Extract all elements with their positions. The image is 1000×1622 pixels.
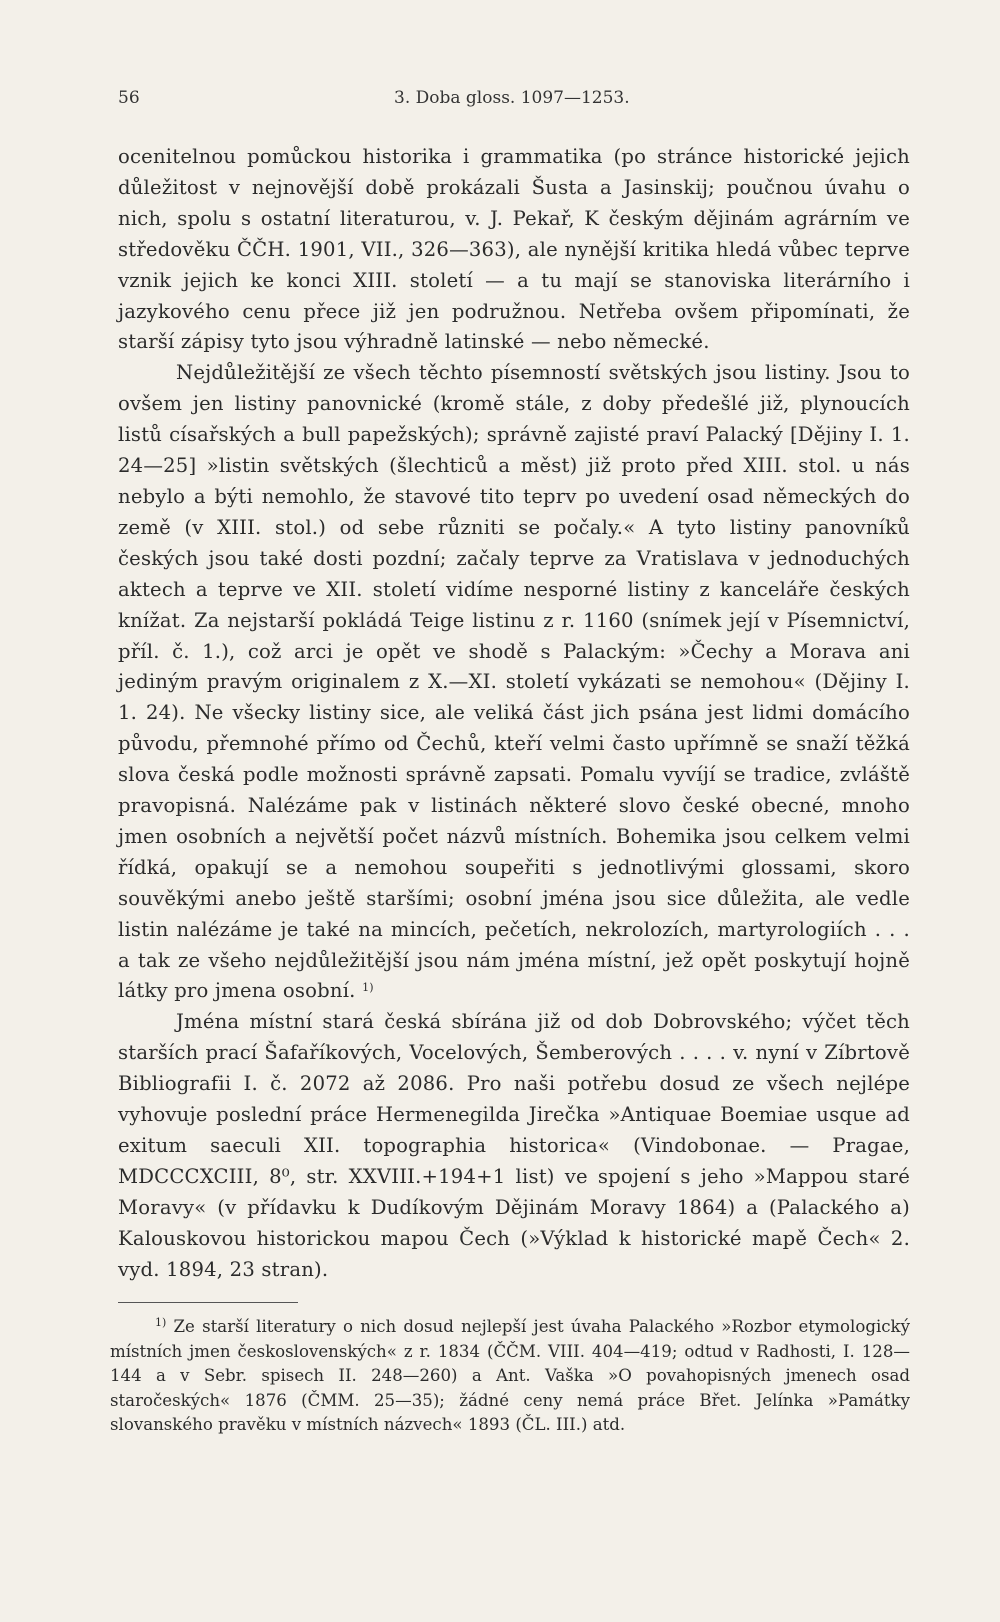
paragraph-3: Jména místní stará česká sbírána již od dob Dobrovského; výčet těch starších prací Šafaříkových, Vocelových, Šemberových . . . . v. nyní v Zíbrtově Bibliografii I. č. 2072 až 2086. Pro naši potřebu dosud ze všech nejlépe vyhovuje poslední práce Hermenegilda Jirečka »Antiquae Boemiae usque ad exitum saeculi XII. topographia historica« (Vindobonae. — Pragae, MDCCCXCIII, 8⁰, str. XXVIII.+194+1 list) ve spojení s jeho »Mappou staré Moravy« (v přídavku k Dudíkovým Dějinám Moravy 1864) a (Palackého a) Kalouskovou historickou mapou Čech (»Výklad k historické mapě Čech« 2. vyd. 1894, 23 stran).: [118, 1010, 910, 1281]
footnote-reference: 1): [362, 981, 374, 995]
footnote-1: [110, 1315, 910, 1438]
page-number: 56: [118, 88, 140, 108]
body-text: [118, 142, 910, 1286]
paragraph-2-text: Nejdůležitější ze všech těchto písemností světských jsou listiny. Jsou to ovšem jen listiny panovnické (kromě stále, z doby předešlé již, plynoucích listů císařských a bull papežských); správně zajisté praví Palacký [Dějiny I. 1. 24—25] »listin světských (šlechticů a měst) již proto před XIII. stol. u nás nebylo a býti nemohlo, že stavové tito teprv po uvedení osad německých do země (v XIII. stol.) od sebe různiti se počaly.« A tyto listiny panovníků českých jsou také dosti pozdní; začaly teprve za Vratislava v jednoduchých aktech a teprve ve XII. století vidíme nesporné listiny z kanceláře českých knížat. Za nejstarší pokládá Teige listinu z r. 1160 (snímek její v Písemnictví, příl. č. 1.), což arci je opět ve shodě s Palackým: »Čechy a Morava ani jediným pravým originalem z X.—XI. století vykázati se nemohou« (Dějiny I. 1. 24). Ne všecky listiny sice, ale veliká část jich psána jest lidmi domácího původu, přemnohé přímo od Čechů, kteří velmi často upřímně se snaží těžká slova česká podle možnosti správně zapsati. Pomalu vyvíjí se tradice, zvláště pravopisná. Nalézáme pak v listinách některé slovo české obecné, mnoho jmen osobních a největší počet názvů místních. Bohemika jsou celkem velmi řídká, opakují se a nemohou soupeřiti s jednotlivými glossami, skoro souvěkými anebo ještě staršími; osobní jména jsou sice důležita, ale vedle listin nalézáme je také na mincích, pečetích, nekrolozích, martyrologiích . . . a tak ze všeho nejdůležitější jsou nám jména místní, jež opět poskytují hojně látky pro jmena osobní.: [118, 361, 910, 1003]
footnote-divider: [118, 1302, 298, 1303]
footnote-marker: 1): [155, 1316, 167, 1329]
running-head: 3. Doba gloss. 1097—1253.: [394, 88, 630, 108]
paragraph-2: [118, 358, 910, 1007]
paragraph-1: ocenitelnou pomůckou historika i grammatika (po stránce historické jejich důležitost v nejnovější době prokázali Šusta a Jasinskij; poučnou úvahu o nich, spolu s ostatní literaturou, v. J. Pekař, K českým dějinám agrárním ve středověku ČČH. 1901, VII., 326—363), ale nynější kritika hledá vůbec teprve vznik jejich ke konci XIII. století — a tu mají se stanoviska literárního i jazykového cenu přece již jen podružnou. Netřeba ovšem připomínati, že starší zápisy tyto jsou výhradně latinské — nebo německé.: [118, 145, 910, 354]
footnotes: [110, 1315, 910, 1438]
footnote-text: Ze starší literatury o nich dosud nejlepší jest úvaha Palackého »Rozbor etymologický místních jmen československých« z r. 1834 (ČČM. VIII. 404—419; odtud v Radhosti, I. 128—144 a v Sebr. spisech II. 248—260) a Ant. Vaška »O povahopisných jmenech osad staročeských« 1876 (ČMM. 25—35); žádné ceny nemá práce Břet. Jelínka »Památky slovanského pravěku v místních názvech« 1893 (ČL. III.) atd.: [110, 1317, 910, 1434]
